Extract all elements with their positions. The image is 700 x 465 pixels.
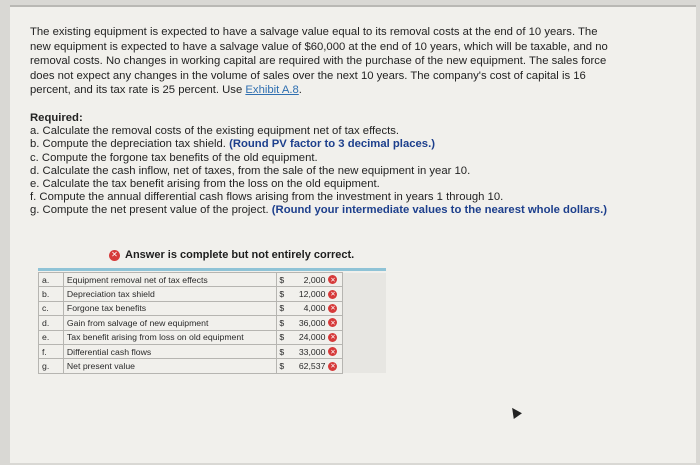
answer-value[interactable]: 62,537 [298,361,326,372]
requirement-e: e. Calculate the tax benefit arising from the loss on the old equipment. [30,178,380,191]
answer-cell[interactable] [277,359,342,373]
requirement-a: a. Calculate the removal costs of the existing equipment net of tax effects. [30,125,400,138]
table-row [39,359,386,373]
table-row [39,301,386,315]
answer-value[interactable]: 2,000 [303,274,326,285]
row-letter: a. [39,273,64,287]
row-spacer [342,316,385,330]
requirement-f: f. Compute the annual differential cash flows arising from the investment in years 1 through 10. [30,191,504,204]
row-spacer [342,273,385,287]
currency-symbol: $ [279,274,285,285]
requirement-text: b. Compute the depreciation tax shield. [30,138,230,151]
table-row [39,287,386,301]
answer-cell[interactable] [277,301,342,315]
row-spacer [342,301,385,315]
answer-cell[interactable] [277,273,342,287]
answer-cell[interactable] [277,330,342,344]
row-letter: g. [39,359,64,373]
answer-table [38,272,386,374]
answer-cell[interactable] [277,316,342,330]
rounding-note: (Round your intermediate values to the nearest whole dollars.) [271,204,607,217]
row-letter: b. [39,287,64,301]
answer-value[interactable]: 36,000 [298,317,326,328]
requirement-text: g. Compute the net present value of the project. [30,204,272,217]
description-line: The existing equipment is expected to have a salvage value equal to its removal costs at the end of 10 years. The [30,26,598,38]
required-section [30,112,690,218]
problem-description [30,25,680,98]
row-label: Net present value [63,359,277,373]
table-row [39,330,386,344]
row-letter: f. [39,344,64,358]
description-text: percent, and its tax rate is 25 percent. Use [30,84,246,97]
x-circle-icon: ✕ [330,334,336,342]
x-circle-icon: ✕ [330,305,336,313]
row-letter: e. [39,330,64,344]
row-spacer [342,359,385,373]
problem-page [10,5,696,463]
row-label: Depreciation tax shield [63,287,277,301]
answer-cell[interactable] [277,344,342,358]
description-line: removal costs. No changes in working capital are required with the purchase of the new equipment. The sales force [30,55,607,68]
currency-symbol: $ [279,289,285,300]
x-circle-icon: ✕ [330,291,336,299]
answer-status-banner [109,246,379,264]
currency-symbol: $ [279,332,285,343]
required-header: Required: [30,112,83,124]
x-circle-icon: ✕ [330,276,336,284]
description-line [30,83,680,98]
answer-value[interactable]: 33,000 [298,346,326,357]
currency-symbol: $ [279,303,285,314]
row-spacer [342,344,385,358]
description-line: does not expect any changes in the volume of sales over the next 10 years. The company's cost of capital is 16 [30,69,586,82]
answer-value[interactable]: 24,000 [298,332,326,343]
row-spacer [342,287,385,301]
requirement-b [30,138,690,151]
row-label: Equipment removal net of tax effects [63,273,277,287]
table-row [39,273,386,287]
x-circle-icon: ✕ [109,250,120,261]
exhibit-link[interactable]: Exhibit A.8 [245,84,299,97]
row-label: Differential cash flows [63,344,277,358]
row-label: Gain from salvage of new equipment [63,316,277,330]
currency-symbol: $ [279,317,285,328]
answer-value[interactable]: 4,000 [303,303,326,314]
x-circle-icon: ✕ [330,348,336,356]
currency-symbol: $ [279,361,285,372]
row-label: Forgone tax benefits [63,301,277,315]
table-row [39,344,386,358]
row-letter: d. [39,316,64,330]
row-label: Tax benefit arising from loss on old equipment [63,330,277,344]
answer-cell[interactable] [277,287,342,301]
description-line: new equipment is expected to have a salvage value of $60,000 at the end of 10 years, which will be taxable, and no [30,40,608,53]
requirement-g [30,204,690,217]
description-text: . [298,84,302,97]
answer-value[interactable]: 12,000 [298,289,326,300]
x-circle-icon: ✕ [330,363,336,371]
currency-symbol: $ [279,346,285,357]
table-row [39,316,386,330]
x-circle-icon: ✕ [330,319,336,327]
banner-divider [38,268,386,271]
rounding-note: (Round PV factor to 3 decimal places.) [229,138,435,151]
requirement-d: d. Calculate the cash inflow, net of taxes, from the sale of the new equipment in year 10. [30,164,471,177]
row-spacer [342,330,385,344]
requirement-c: c. Compute the forgone tax benefits of the old equipment. [30,151,318,164]
row-letter: c. [39,301,64,315]
answer-status-text: Answer is complete but not entirely correct. [125,249,355,261]
